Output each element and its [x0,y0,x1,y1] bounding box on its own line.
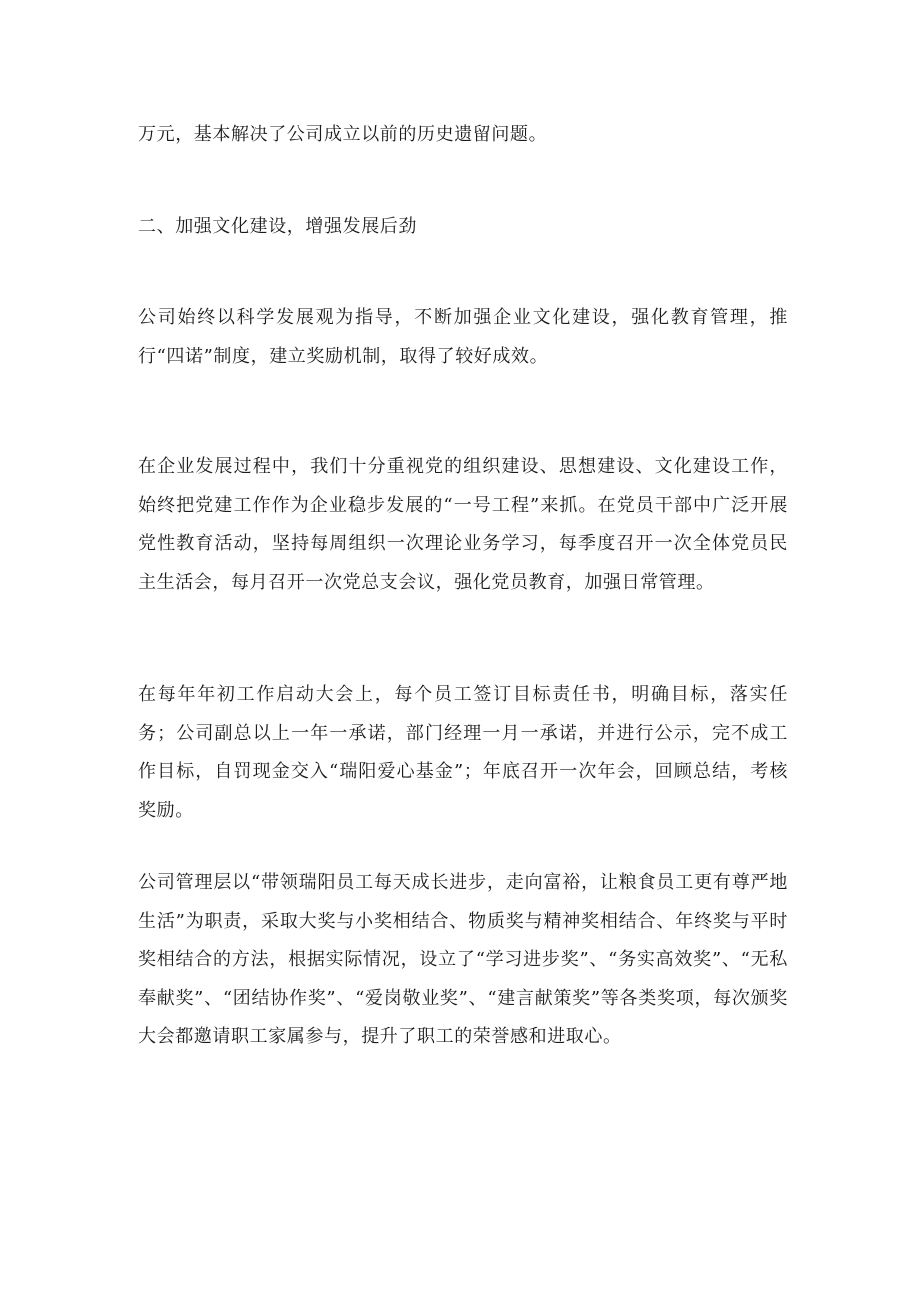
paragraph-party-building: 在企业发展过程中，我们十分重视党的组织建设、思想建设、文化建设工作，始终把党建工作作为企业稳步发展的“一号工程”来抓。在党员干部中广泛开展党性教育活动，坚持每周组织一次理论业务学习，每季度召开一次全体党员民主生活会，每月召开一次党总支会议，强化党员教育，加强日常管理。 [138,456,788,593]
paragraph-continuation: 万元，基本解决了公司成立以前的历史遗留问题。 [138,124,548,145]
paragraph-annual-commitment: 在每年年初工作启动大会上，每个员工签订目标责任书，明确目标，落实任务；公司副总以上一年一承诺，部门经理一月一承诺，并进行公示，完不成工作目标，自罚现金交入“瑞阳爱心基金”；年底召开一次年会，回顾总结，考核奖励。 [138,684,788,821]
section-heading: 二、加强文化建设，增强发展后劲 [138,216,417,237]
paragraph-culture-intro: 公司始终以科学发展观为指导，不断加强企业文化建设，强化教育管理，推行“四诺”制度，建立奖励机制，取得了较好成效。 [138,307,788,367]
paragraph-awards: 公司管理层以“带领瑞阳员工每天成长进步，走向富裕，让粮食员工更有尊严地生活”为职责，采取大奖与小奖相结合、物质奖与精神奖相结合、年终奖与平时奖相结合的方法，根据实际情况，设立了“学习进步奖”、“务实高效奖”、“无私奉献奖”、“团结协作奖”、“爱岗敬业奖”、“建言献策奖”等各类奖项，每次颁奖大会都邀请职工家属参与，提升了职工的荣誉感和进取心。 [138,872,788,1047]
